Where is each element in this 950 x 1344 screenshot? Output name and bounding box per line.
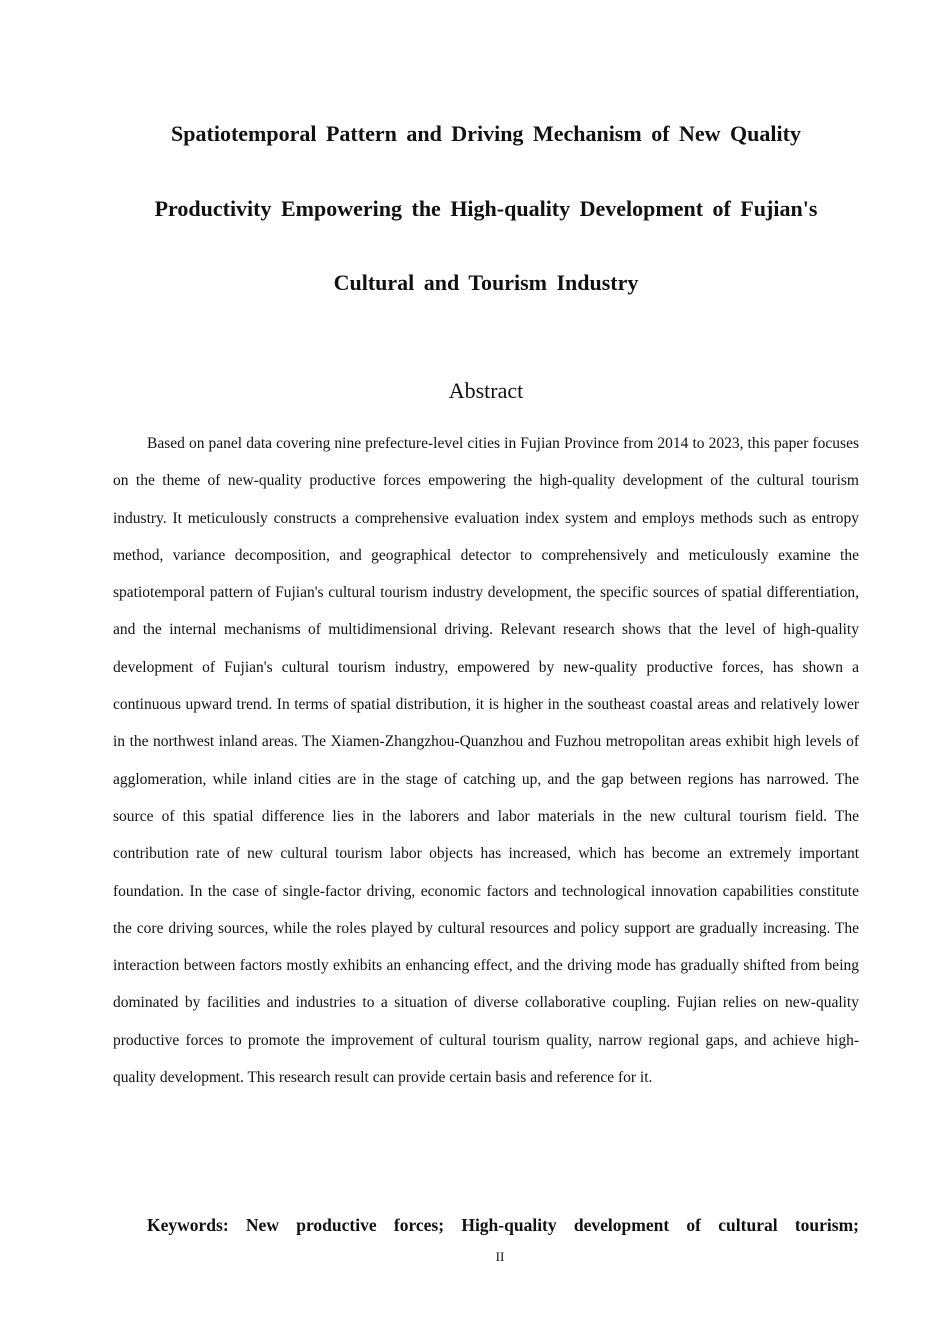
keywords-line: Keywords: New productive forces; High-quality development of cultural tourism;	[147, 1215, 859, 1235]
title-line-3: Cultural and Tourism Industry	[333, 270, 639, 295]
page-number: II	[495, 1249, 505, 1264]
abstract-heading: Abstract	[448, 378, 524, 403]
title-line-2: Productivity Empowering the High-quality Development of Fujian's	[154, 195, 818, 221]
paper-title	[113, 97, 859, 321]
abstract-body: Based on panel data covering nine prefecture-level cities in Fujian Province from 2014 to 2023, this paper focuses on the theme of new-quality productive forces empowering the high-quality development of the cultural tourism industry. It meticulously constructs a comprehensive evaluation index system and employs methods such as entropy method, variance decomposition, and geographical detector to comprehensively and meticulously examine the spatiotemporal pattern of Fujian's cultural tourism industry development, the specific sources of spatial differentiation, and the internal mechanisms of multidimensional driving. Relevant research shows that the level of high-quality development of Fujian's cultural tourism industry, empowered by new-quality productive forces, has shown a continuous upward trend. In terms of spatial distribution, it is higher in the southeast coastal areas and relatively lower in the northwest inland areas. The Xiamen-Zhangzhou-Quanzhou and Fuzhou metropolitan areas exhibit high levels of agglomeration, while inland cities are in the stage of catching up, and the gap between regions has narrowed. The source of this spatial difference lies in the laborers and labor materials in the new cultural tourism field. The contribution rate of new cultural tourism labor objects has increased, which has become an extremely important foundation. In the case of single-factor driving, economic factors and technological innovation capabilities constitute the core driving sources, while the roles played by cultural resources and policy support are gradually increasing. The interaction between factors mostly exhibits an enhancing effect, and the driving mode has gradually shifted from being dominated by facilities and industries to a situation of diverse collaborative coupling. Fujian relies on new-quality productive forces to promote the improvement of cultural tourism quality, narrow regional gaps, and achieve high-quality development. This research result can provide certain basis and reference for it.	[113, 435, 859, 1087]
title-line-1: Spatiotemporal Pattern and Driving Mechanism of New Quality	[171, 121, 801, 146]
